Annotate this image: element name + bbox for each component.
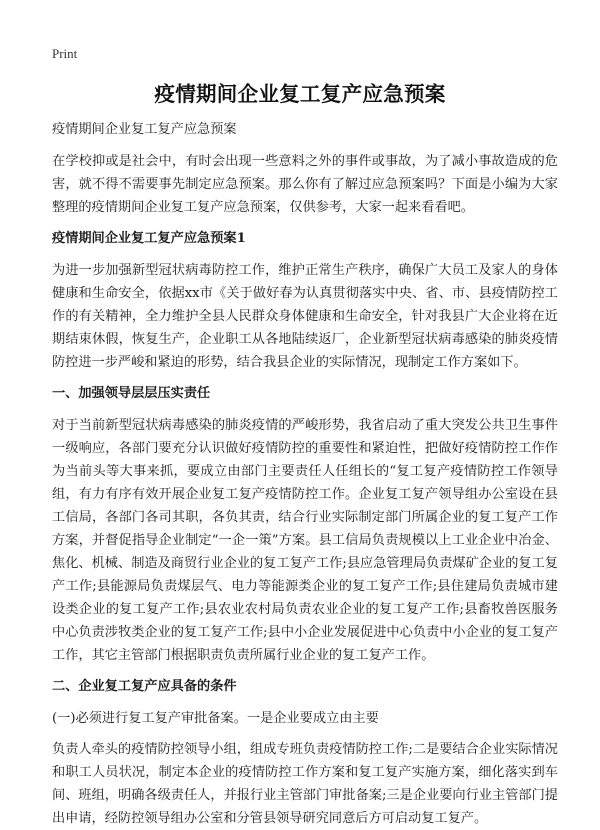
- intro-paragraph: 在学校抑或是社会中，有时会出现一些意料之外的事件或事故，为了减小事故造成的危害，就不得不需要事先制定应急预案。那么你有了解过应急预案吗？下面是小编为大家整理的疫情期间企业复工复产应急预案，仅供参考，大家一起来看看吧。: [52, 153, 558, 215]
- section-heading-1: 一、加强领导层层压实责任: [52, 386, 211, 401]
- page-title: 疫情期间企业复工复产应急预案: [154, 82, 446, 106]
- body-paragraph: 对于当前新型冠状病毒感染的肺炎疫情的严峻形势，我省启动了重大突发公共卫生事件一级响应，各部门要充分认识做好疫情防控的重要性和紧迫性，把做好疫情防控工作作为当前头等大事来抓，要成立由部门主要责任人任组长的“复工复产疫情防控工作领导组，有力有序有效开展企业复工复产疫情防控工作。企业复工复产领导组办公室设在县工信局，各部门各司其职，各负其责，结合行业实际制定部门所属企业的复工复产工作方案，并督促指导企业制定“一企一策”方案。县工信局负责规模以上工业企业中冶金、焦化、机械、制造及商贸行业企业的复工复产工作;县应急管理局负责煤矿企业的复工复产工作;县能源局负责煤层气、电力等能源类企业的复工复产工作;县住建局负责城市建设类企业的复工复产工作;县农业农村局负责农业企业的复工复产工作;县畜牧兽医服务中心负责涉牧类企业的复工复产工作;县中小企业发展促进中心负责中小企业的复工复产工作，其它主管部门根据职责负责所属行业企业的复工复产工作。: [52, 417, 558, 663]
- body-paragraph: 为进一步加强新型冠状病毒防控工作，维护正常生产秩序，确保广大员工及家人的身体健康和生命安全，依据xx市《关于做好春为认真贯彻落实中央、省、市、县疫情防控工作的有关精神，全力维护全县人民群众身体健康和生命安全，针对我县广大企业将在近期结束休假，恢复生产，企业职工从各地陆续返厂，企业新型冠状病毒感染的肺炎疫情防控进一步严峻和紧迫的形势，结合我县企业的实际情况，现制定工作方案如下。: [52, 262, 558, 370]
- document-body: [52, 118, 558, 830]
- section-heading-2: 二、企业复工复产应具备的条件: [52, 679, 237, 694]
- print-label[interactable]: Print: [52, 46, 78, 61]
- body-paragraph: 负责人牵头的疫情防控领导小组，组成专班负责疫情防控工作;二是要结合企业实际情况和职工人员状况，制定本企业的疫情防控工作方案和复工复产实施方案，细化落实到车间、班组，明确各级责任人，并报行业主管部门审批备案;三是企业要向行业主管部门提出申请，经防控领导组办公室和分管县领导研究同意后方可启动复工复产。: [52, 742, 558, 826]
- section-heading-plan1: 疫情期间企业复工复产应急预案1: [52, 231, 246, 246]
- body-paragraph: (一)必须进行复工复产审批备案。一是企业要成立由主要: [52, 710, 379, 726]
- subtitle-paragraph: 疫情期间企业复工复产应急预案: [52, 122, 237, 137]
